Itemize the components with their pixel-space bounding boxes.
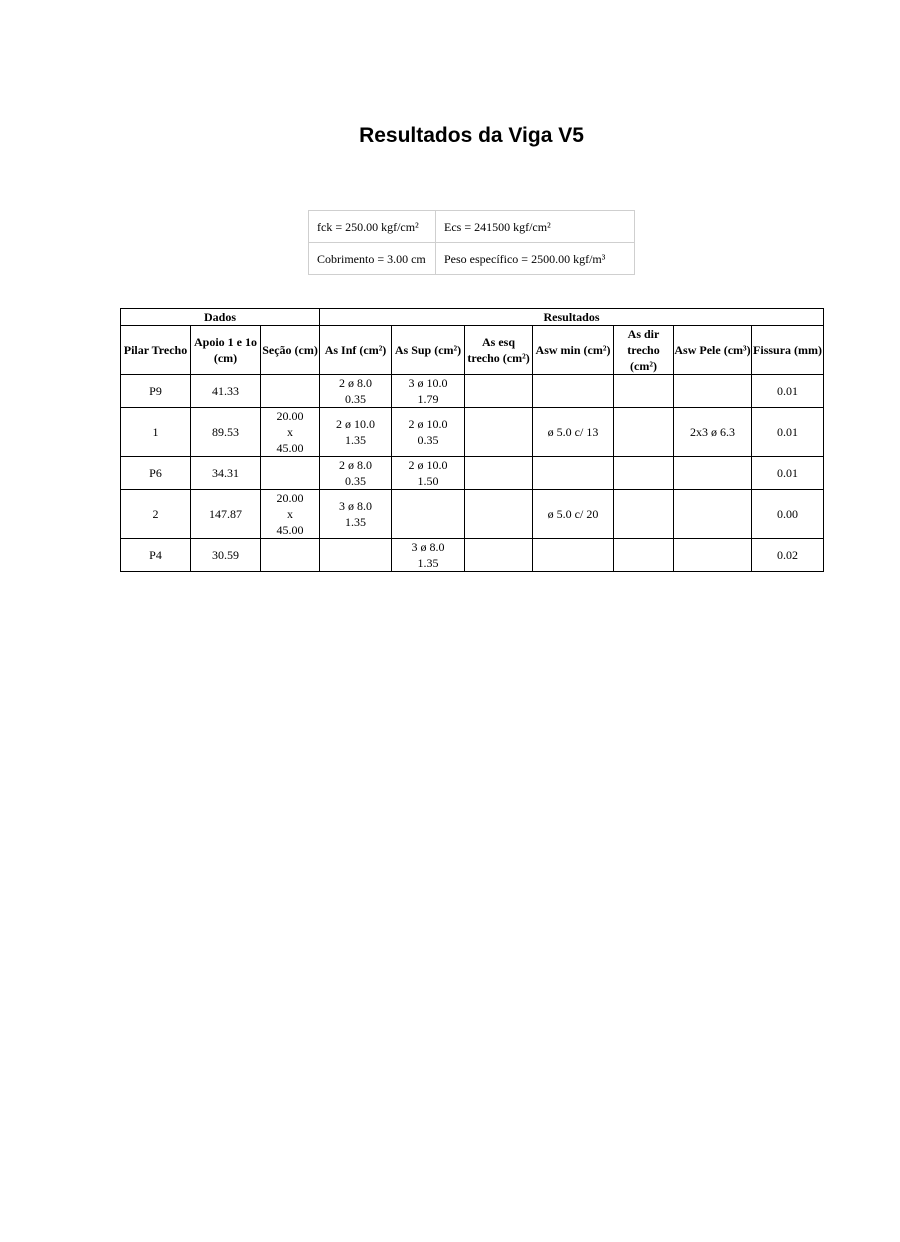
table-row <box>121 375 824 408</box>
header-as-dir-trecho: As dir trecho (cm²) <box>614 326 674 375</box>
cell-as-sup-line: 3 ø 8.0 <box>411 540 445 554</box>
parameters-row <box>309 243 635 275</box>
cell-as-sup <box>392 539 465 572</box>
cell-apoio: 34.31 <box>191 457 261 490</box>
cell-asw-min <box>533 539 614 572</box>
cell-as-sup <box>392 375 465 408</box>
cell-as-inf <box>320 490 392 539</box>
cell-fissura: 0.01 <box>752 457 824 490</box>
cell-as-sup <box>392 490 465 539</box>
table-row <box>121 490 824 539</box>
cell-as-sup-line: 1.79 <box>417 392 439 406</box>
header-as-esq-trecho: As esq trecho (cm²) <box>465 326 533 375</box>
cell-secao-line: 45.00 <box>276 441 304 455</box>
param-ecs: Ecs = 241500 kgf/cm² <box>436 211 635 243</box>
cell-as-sup-line: 3 ø 10.0 <box>408 376 448 390</box>
column-header-row <box>121 326 824 375</box>
cell-as-inf <box>320 457 392 490</box>
cell-asw-pele <box>674 539 752 572</box>
param-fck: fck = 250.00 kgf/cm² <box>309 211 436 243</box>
cell-as-inf-line: 3 ø 8.0 <box>339 499 373 513</box>
cell-apoio: 89.53 <box>191 408 261 457</box>
header-secao: Seção (cm) <box>261 326 320 375</box>
group-header-resultados: Resultados <box>320 309 824 326</box>
parameters-table <box>308 210 635 275</box>
cell-pilar: P4 <box>121 539 191 572</box>
results-table <box>120 308 824 572</box>
cell-as-inf-line: 2 ø 8.0 <box>339 376 373 390</box>
header-apoio: Apoio 1 e 1o (cm) <box>191 326 261 375</box>
cell-as-inf-line: 0.35 <box>345 392 367 406</box>
group-header-dados: Dados <box>121 309 320 326</box>
header-fissura: Fissura (mm) <box>752 326 824 375</box>
cell-as-sup-line: 2 ø 10.0 <box>408 417 448 431</box>
cell-asw-min: ø 5.0 c/ 20 <box>533 490 614 539</box>
cell-as-inf <box>320 408 392 457</box>
cell-as-inf-line: 2 ø 8.0 <box>339 458 373 472</box>
header-as-inf: As Inf (cm²) <box>320 326 392 375</box>
cell-fissura: 0.02 <box>752 539 824 572</box>
cell-as-inf <box>320 539 392 572</box>
cell-pilar: P9 <box>121 375 191 408</box>
param-cobrimento: Cobrimento = 3.00 cm <box>309 243 436 275</box>
table-row <box>121 457 824 490</box>
cell-as-esq <box>465 539 533 572</box>
cell-secao-line: 20.00 <box>276 491 304 505</box>
cell-as-dir <box>614 375 674 408</box>
cell-as-esq <box>465 457 533 490</box>
cell-secao-line: 45.00 <box>276 523 304 537</box>
cell-as-sup <box>392 457 465 490</box>
cell-as-esq <box>465 375 533 408</box>
header-pilar-trecho: Pilar Trecho <box>121 326 191 375</box>
cell-asw-min <box>533 375 614 408</box>
cell-asw-pele <box>674 490 752 539</box>
cell-pilar: 1 <box>121 408 191 457</box>
cell-as-esq <box>465 408 533 457</box>
cell-apoio: 147.87 <box>191 490 261 539</box>
cell-secao-line: 20.00 <box>276 409 304 423</box>
header-asw-pele: Asw Pele (cm³) <box>674 326 752 375</box>
table-row <box>121 539 824 572</box>
cell-as-sup-line: 1.35 <box>417 556 439 570</box>
cell-as-inf-line: 0.35 <box>345 474 367 488</box>
parameters-row <box>309 211 635 243</box>
cell-as-dir <box>614 539 674 572</box>
header-as-sup: As Sup (cm²) <box>392 326 465 375</box>
cell-as-dir <box>614 490 674 539</box>
cell-secao-line: x <box>287 507 293 521</box>
page-title: Resultados da Viga V5 <box>359 124 584 147</box>
cell-as-sup-line: 1.50 <box>417 474 439 488</box>
cell-apoio: 41.33 <box>191 375 261 408</box>
header-asw-min: Asw min (cm²) <box>533 326 614 375</box>
cell-as-inf-line: 1.35 <box>345 433 367 447</box>
cell-pilar: P6 <box>121 457 191 490</box>
cell-asw-min: ø 5.0 c/ 13 <box>533 408 614 457</box>
cell-as-dir <box>614 457 674 490</box>
cell-as-inf <box>320 375 392 408</box>
cell-fissura: 0.00 <box>752 490 824 539</box>
cell-secao-line: x <box>287 425 293 439</box>
param-peso-especifico: Peso específico = 2500.00 kgf/m³ <box>436 243 635 275</box>
cell-secao <box>261 490 320 539</box>
results-body <box>121 375 824 572</box>
cell-as-inf-line: 1.35 <box>345 515 367 529</box>
cell-fissura: 0.01 <box>752 375 824 408</box>
table-row <box>121 408 824 457</box>
cell-as-sup-line: 2 ø 10.0 <box>408 458 448 472</box>
cell-as-sup-line: 0.35 <box>417 433 439 447</box>
cell-apoio: 30.59 <box>191 539 261 572</box>
cell-secao <box>261 375 320 408</box>
cell-secao <box>261 408 320 457</box>
cell-asw-min <box>533 457 614 490</box>
cell-as-inf-line: 2 ø 10.0 <box>336 417 376 431</box>
cell-fissura: 0.01 <box>752 408 824 457</box>
cell-as-sup <box>392 408 465 457</box>
cell-asw-pele: 2x3 ø 6.3 <box>674 408 752 457</box>
cell-as-esq <box>465 490 533 539</box>
cell-pilar: 2 <box>121 490 191 539</box>
group-header-row <box>121 309 824 326</box>
cell-asw-pele <box>674 457 752 490</box>
cell-asw-pele <box>674 375 752 408</box>
cell-secao <box>261 539 320 572</box>
cell-secao <box>261 457 320 490</box>
cell-as-dir <box>614 408 674 457</box>
